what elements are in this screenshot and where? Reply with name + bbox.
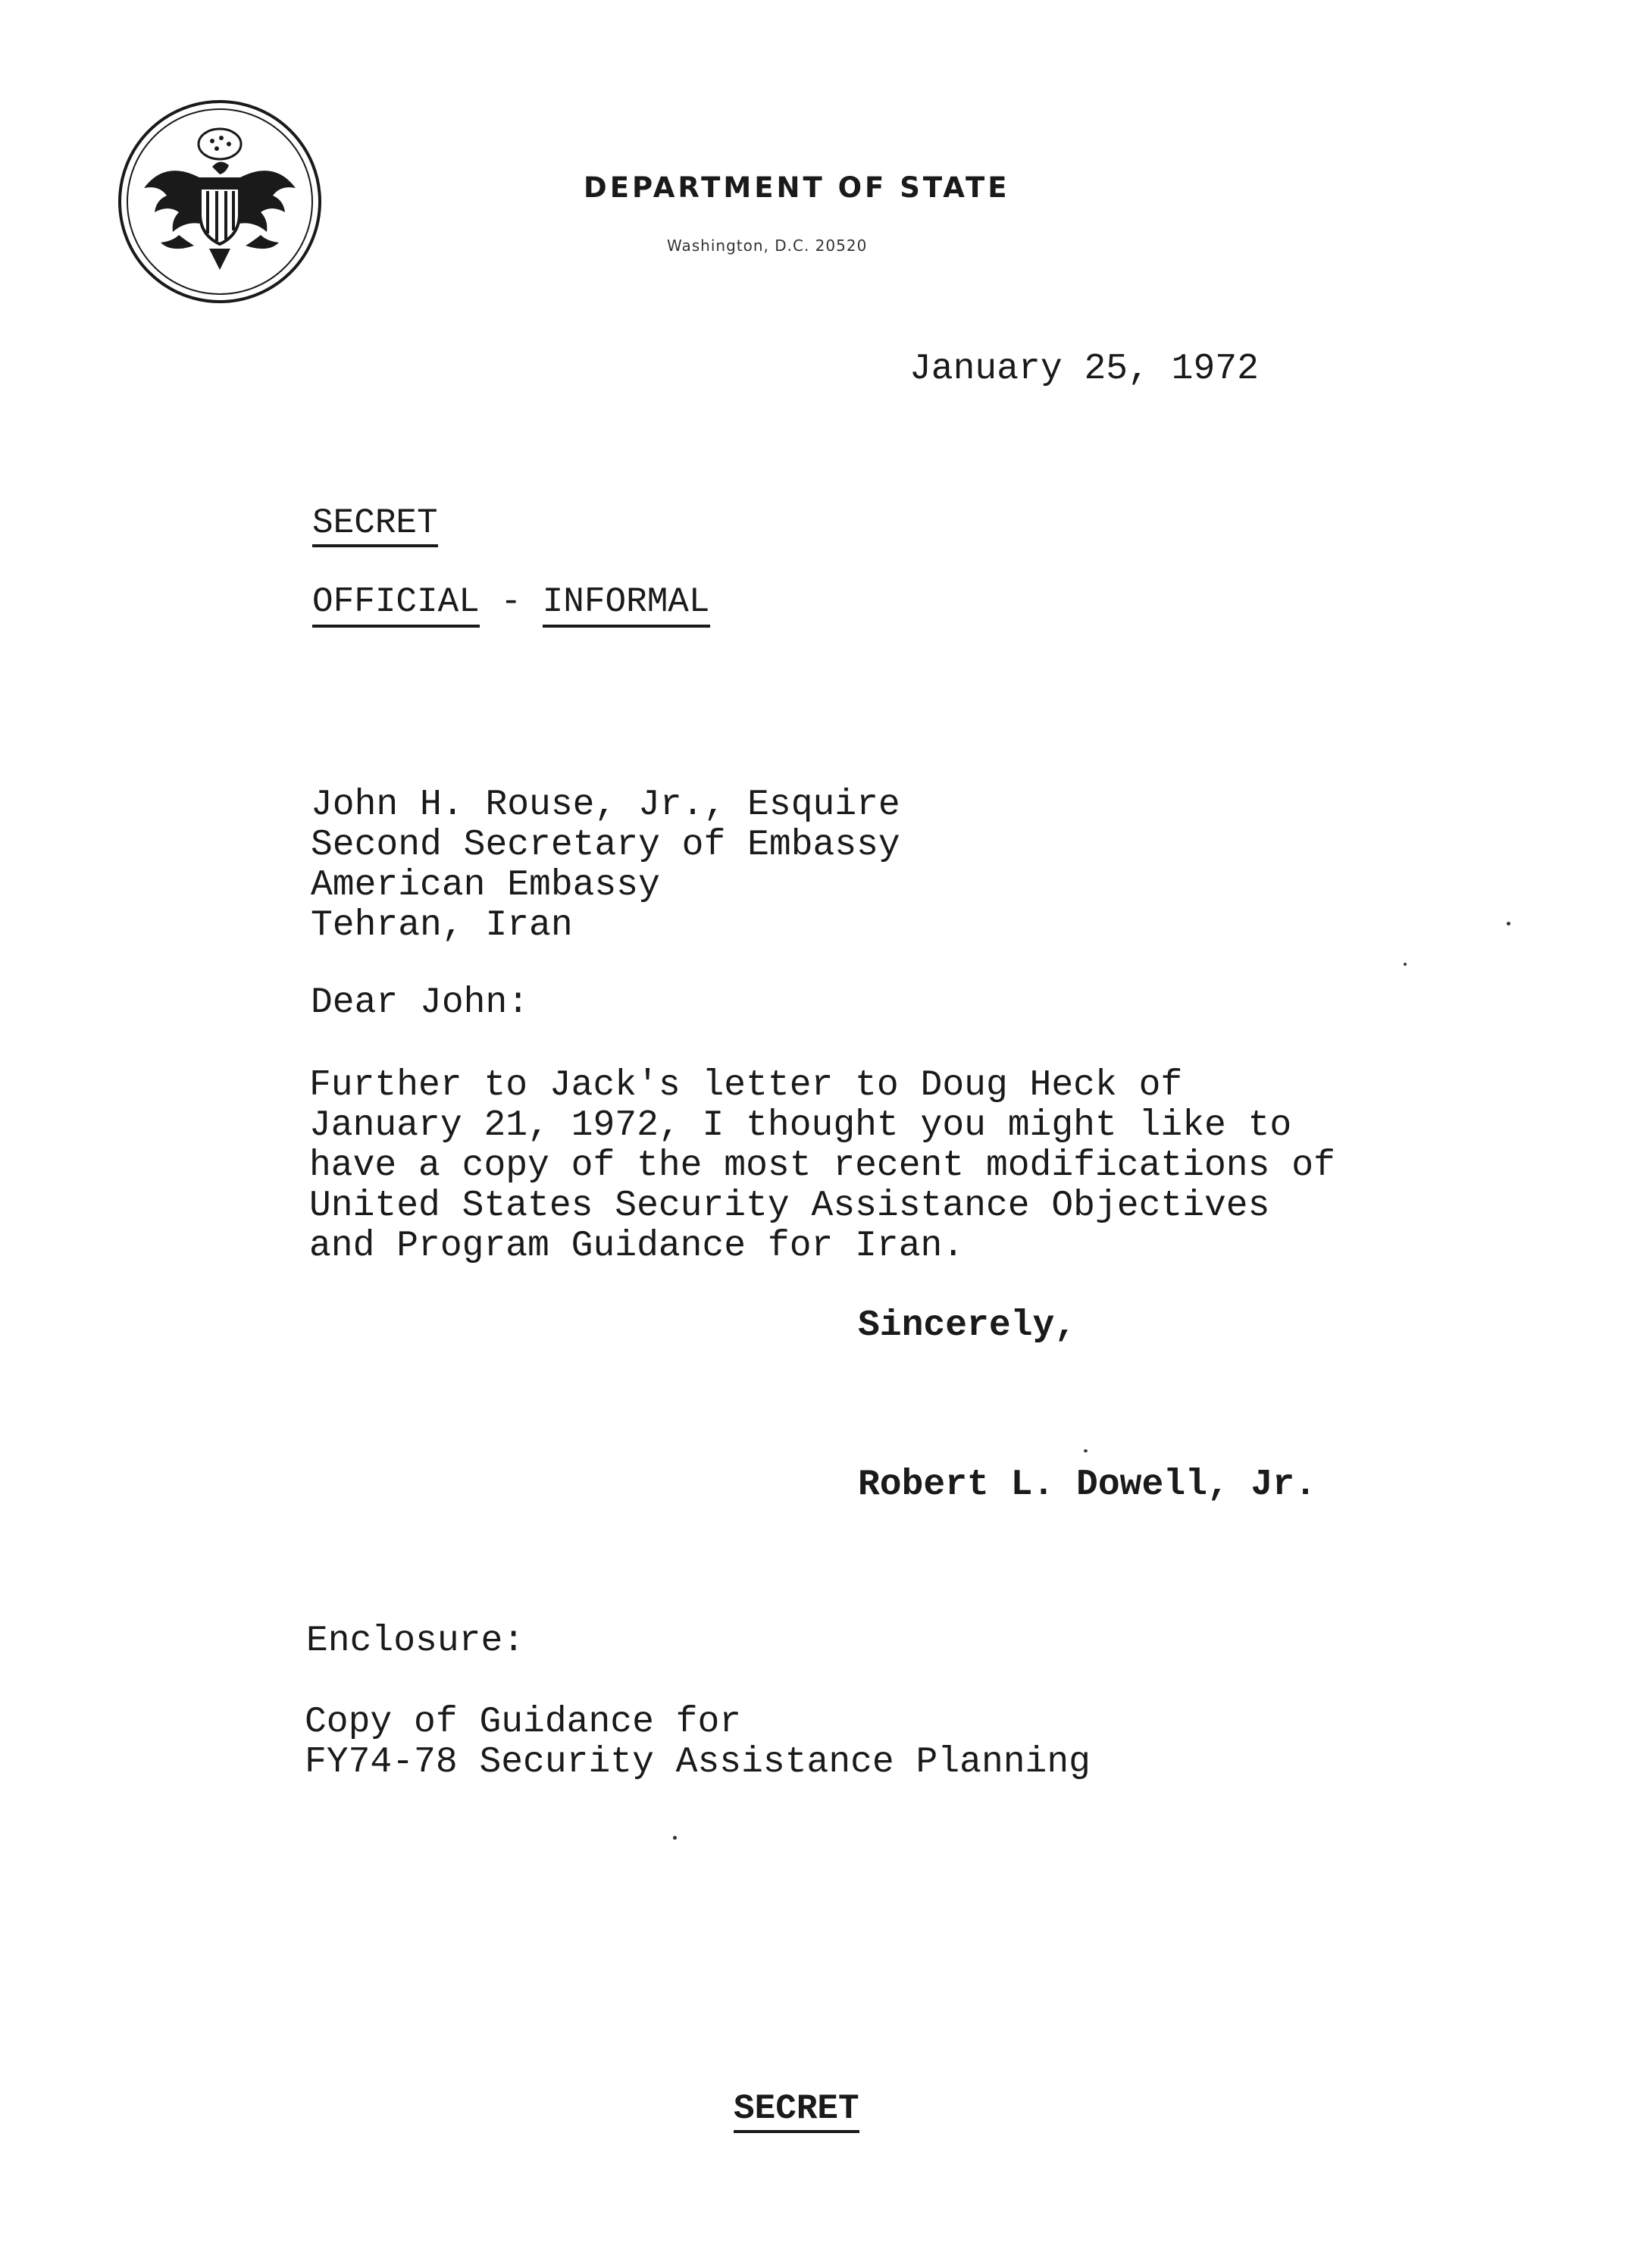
recipient-line: John H. Rouse, Jr., Esquire bbox=[311, 785, 900, 825]
classification-top: SECRET bbox=[312, 505, 438, 547]
classification-bottom: SECRET bbox=[734, 2091, 859, 2133]
department-name: DEPARTMENT OF STATE bbox=[584, 171, 1010, 204]
scan-speck bbox=[1404, 963, 1407, 966]
body-line: and Program Guidance for Iran. bbox=[309, 1226, 965, 1267]
department-address: Washington, D.C. 20520 bbox=[667, 237, 868, 255]
letter-body bbox=[309, 1066, 1335, 1267]
scan-speck bbox=[1084, 1449, 1088, 1452]
enclosure-description bbox=[305, 1703, 1091, 1783]
recipient-line: Second Secretary of Embassy bbox=[311, 825, 900, 866]
informal-label: INFORMAL bbox=[543, 582, 710, 628]
recipient-address bbox=[311, 785, 900, 946]
body-line: have a copy of the most recent modifications of bbox=[309, 1145, 1335, 1186]
signature-name: Robert L. Dowell, Jr. bbox=[858, 1464, 1316, 1505]
enclosure-line: FY74-78 Security Assistance Planning bbox=[305, 1742, 1091, 1783]
closing: Sincerely, bbox=[858, 1305, 1077, 1346]
body-line: Further to Jack's letter to Doug Heck of bbox=[309, 1065, 1183, 1106]
official-label: OFFICIAL bbox=[312, 582, 480, 628]
enclosure-line: Copy of Guidance for bbox=[305, 1702, 742, 1743]
handling-caveat bbox=[312, 584, 710, 620]
caveat-dash: - bbox=[479, 582, 543, 622]
enclosure-label: Enclosure: bbox=[306, 1621, 525, 1662]
body-line: United States Security Assistance Objectives bbox=[309, 1186, 1270, 1226]
salutation: Dear John: bbox=[311, 982, 530, 1023]
great-seal-icon bbox=[115, 97, 324, 306]
scan-speck bbox=[1507, 922, 1510, 926]
recipient-line: Tehran, Iran bbox=[311, 905, 573, 946]
recipient-line: American Embassy bbox=[311, 865, 660, 906]
scan-speck bbox=[673, 1836, 677, 1840]
body-line: January 21, 1972, I thought you might like to bbox=[309, 1105, 1292, 1146]
letter-date: January 25, 1972 bbox=[909, 349, 1259, 390]
